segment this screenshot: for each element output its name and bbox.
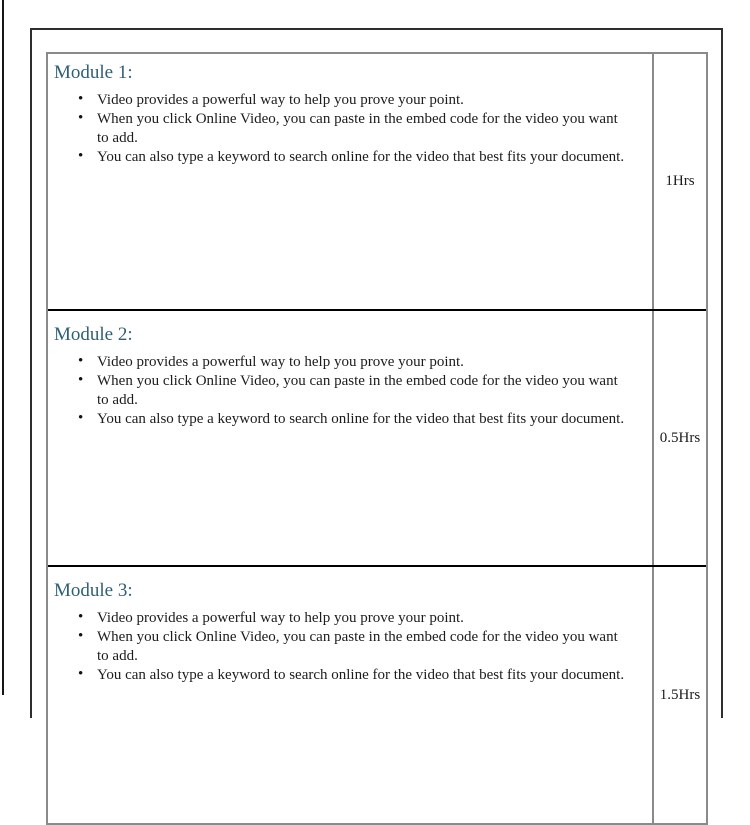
bullet-text: Video provides a powerful way to help you prove your point. [97, 610, 464, 626]
module-3-hours-cell [652, 567, 706, 823]
bullet-text: You can also type a keyword to search online for the video that best fits your document. [97, 149, 625, 165]
module-1-content-cell [48, 54, 652, 309]
bullet-dot-icon: • [78, 372, 84, 388]
bullet-item [75, 148, 631, 167]
module-2-bullet-list [54, 353, 631, 429]
document-page [30, 28, 723, 718]
module-3-title: Module 3: [54, 580, 133, 601]
bullet-text: Video provides a powerful way to help you prove your point. [97, 92, 464, 108]
capture-left-edge-line [2, 0, 4, 695]
bullet-text: When you click Online Video, you can paste in the embed code for the video you want to add. [97, 373, 618, 408]
module-3-content-cell [48, 567, 652, 823]
bullet-text: When you click Online Video, you can paste in the embed code for the video you want to add. [97, 629, 618, 664]
table-row-module-1 [48, 54, 706, 311]
bullet-dot-icon: • [78, 148, 84, 164]
bullet-item [75, 372, 631, 410]
bullet-item [75, 609, 631, 628]
bullet-dot-icon: • [78, 666, 84, 682]
module-3-bullet-list [54, 609, 631, 685]
table-row-module-2 [48, 311, 706, 567]
module-2-title: Module 2: [54, 324, 133, 345]
hours-value: 0.5Hrs [659, 429, 701, 446]
bullet-item [75, 410, 631, 429]
hours-value: 1.5Hrs [659, 686, 701, 703]
hours-value: 1Hrs [665, 173, 695, 189]
bullet-dot-icon: • [78, 353, 84, 369]
bullet-item [75, 666, 631, 685]
bullet-dot-icon: • [78, 110, 84, 126]
bullet-dot-icon: • [78, 609, 84, 625]
bullet-item [75, 110, 631, 148]
bullet-dot-icon: • [78, 91, 84, 107]
bullet-dot-icon: • [78, 628, 84, 644]
module-2-hours-cell [652, 311, 706, 565]
module-1-title: Module 1: [54, 62, 133, 83]
module-1-hours-cell [652, 54, 706, 309]
bullet-item [75, 353, 631, 372]
bullet-text: When you click Online Video, you can paste in the embed code for the video you want to add. [97, 111, 618, 146]
bullet-item [75, 628, 631, 666]
module-1-bullet-list [54, 91, 631, 167]
bullet-item [75, 91, 631, 110]
module-2-content-cell [48, 311, 652, 565]
modules-table [46, 52, 708, 825]
bullet-text: You can also type a keyword to search online for the video that best fits your document. [97, 667, 625, 683]
bullet-dot-icon: • [78, 410, 84, 426]
bullet-text: Video provides a powerful way to help you prove your point. [97, 354, 464, 370]
table-row-module-3 [48, 567, 706, 823]
bullet-text: You can also type a keyword to search online for the video that best fits your document. [97, 411, 625, 427]
